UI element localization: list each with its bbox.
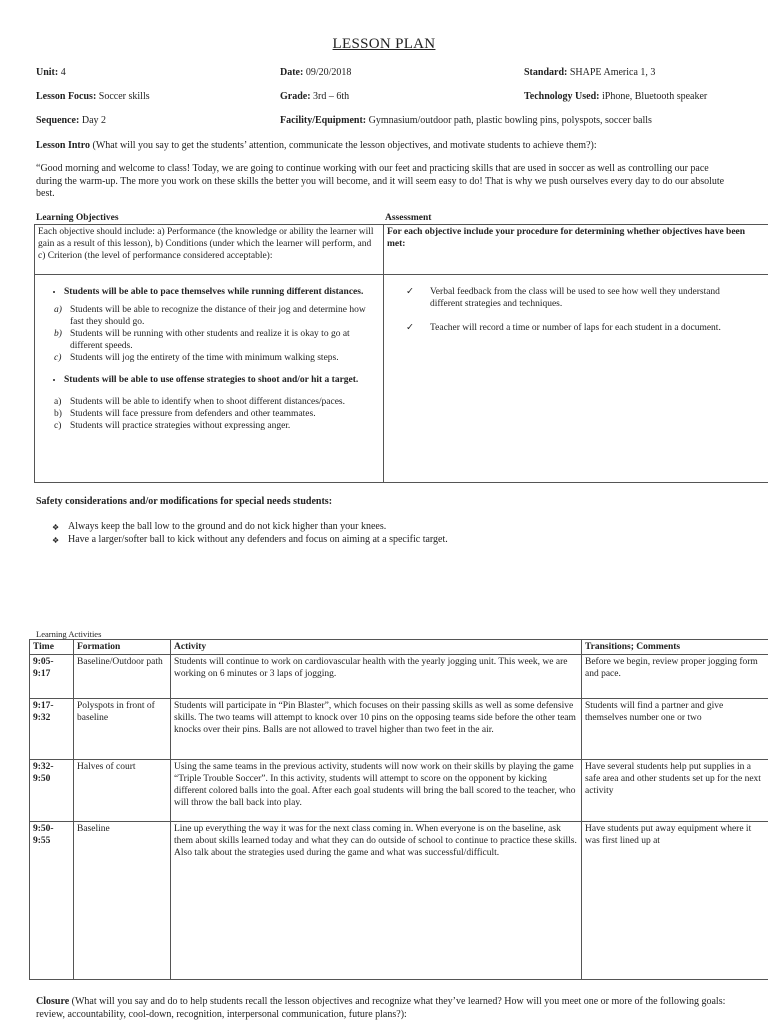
comment-cell: Before we begin, review proper jogging form and pace. [582, 655, 768, 699]
list-marker: c) [54, 353, 62, 363]
technology-label: Technology Used: [524, 91, 600, 102]
intro-question: (What will you say to get the students’ attention, communicate the lesson objectives, and motivate students to achieve them?): [92, 140, 597, 151]
list-marker: b) [54, 409, 62, 419]
grade-field [280, 91, 349, 102]
facility-value: Gymnasium/outdoor path, plastic bowling pins, polyspots, soccer balls [368, 115, 652, 126]
learning-activities-label: Learning Activities [36, 629, 102, 639]
table-row [30, 655, 768, 699]
column-header-time: Time [30, 640, 74, 655]
time-cell: 9:17-9:32 [30, 699, 74, 760]
objectives-list-cell [35, 275, 384, 483]
grade-value: 3rd – 6th [313, 91, 350, 102]
standard-field [524, 67, 655, 78]
facility-label: Facility/Equipment: [280, 115, 367, 126]
assessment-list [390, 286, 728, 334]
technology-value: iPhone, Bluetooth speaker [601, 91, 708, 102]
assessment-item: ✓ Verbal feedback from the class will be used to see how well they understand different strategies and techniques. [420, 286, 728, 310]
activity-cell: Line up everything the way it was for the next class coming in. When everyone is on the baseline, ask them about skills learned today and what they can do outside of school to continue to practice these skills. Also talk about the strategies used during the game and what was successful/difficult. [171, 822, 582, 980]
assessment-list-cell [384, 275, 768, 483]
table-row [30, 760, 768, 822]
table-row [30, 699, 768, 760]
date-field [280, 67, 351, 78]
learning-objectives-heading: Learning Objectives [36, 213, 119, 223]
table-header-row [30, 640, 768, 655]
activity-cell: Students will participate in “Pin Blaster”, which focuses on their passing skills as well as some defensive skills. The two teams will attempt to knock over 10 pins on the opposing teams side before the other team knocks over their pins. Balls are not allowed to travel higher than two feet in the air. [171, 699, 582, 760]
safety-item: ❖ Have a larger/softer ball to kick without any defenders and focus on aiming at a specific target. [52, 533, 448, 546]
focus-label: Lesson Focus: [36, 91, 97, 102]
table-row [30, 822, 768, 980]
date-value: 09/20/2018 [305, 67, 352, 78]
objective-instruction: Each objective should include: a) Performance (the knowledge or ability the learner will gain as a result of this lesson), b) Conditions (under which the learner will perform, and c) Criterion (the level of performance considered acceptable): [38, 227, 374, 261]
focus-value: Soccer skills [98, 91, 150, 102]
assessment-instruction-cell [384, 225, 768, 275]
sequence-label: Sequence: [36, 115, 80, 126]
unit-label: Unit: [36, 67, 59, 78]
safety-list [52, 520, 448, 546]
safety-heading: Safety considerations and/or modifications for special needs students: [36, 496, 333, 507]
lesson-intro-text: “Good morning and welcome to class! Today, we are going to continue working with our feet and practicing skills that are used in soccer as well as controlling our pace during the warm-up. The more you work on these skills the better you will become, and it will seem easy to do! That is why we push ourselves every day to do our absolute best. [36, 163, 725, 199]
comment-cell: Have students put away equipment where it was first lined up at [582, 822, 768, 980]
list-item [54, 408, 380, 420]
standard-value: SHAPE America 1, 3 [569, 67, 656, 78]
column-header-comments: Transitions; Comments [582, 640, 768, 655]
comment-cell: Have several students help put supplies in a safe area and other students set up for the next activity [582, 760, 768, 822]
objective-goal-list-1 [38, 286, 380, 298]
lesson-intro-prompt [36, 140, 736, 151]
list-item [54, 420, 380, 432]
formation-cell: Polyspots in front of baseline [74, 699, 171, 760]
activity-cell: Students will continue to work on cardiovascular health with the yearly jogging unit. This week, we are working on 6 minutes or 3 laps of jogging. [171, 655, 582, 699]
closure-label: Closure [36, 996, 70, 1007]
list-item [54, 396, 380, 408]
list-marker: c) [54, 421, 62, 431]
list-item [54, 352, 380, 364]
date-label: Date: [280, 67, 304, 78]
closure-prompt [36, 996, 736, 1021]
assessment-instruction: For each objective include your procedure for determining whether objectives have been met: [387, 227, 746, 249]
technology-field [524, 91, 707, 102]
sequence-value: Day 2 [81, 115, 107, 126]
safety-item: ❖ Always keep the ball low to the ground and do not kick higher than your knees. [52, 520, 448, 533]
time-cell: 9:32-9:50 [30, 760, 74, 822]
formation-cell: Halves of court [74, 760, 171, 822]
objective-goal-2: • Students will be able to use offense strategies to shoot and/or hit a target. [64, 374, 380, 386]
assessment-item: ✓ Teacher will record a time or number of laps for each student in a document. [420, 322, 728, 334]
column-header-activity: Activity [171, 640, 582, 655]
closure-text: (What will you say and do to help students recall the lesson objectives and recognize what they’ve learned? How will you meet one or more of the following goals: review, accountability, cool-down, recognition, interpersonal communication, future plans?): [36, 996, 726, 1020]
list-marker: b) [54, 329, 62, 339]
list-item-text: Students will practice strategies without expressing anger. [70, 421, 291, 431]
facility-field [280, 115, 652, 126]
intro-label: Lesson Intro [36, 140, 90, 151]
time-cell: 9:05-9:17 [30, 655, 74, 699]
list-marker: a) [54, 305, 62, 315]
list-marker: a) [54, 397, 62, 407]
objectives-table [34, 224, 768, 483]
objective-goal-1: • Students will be able to pace themselves while running different distances. [64, 286, 380, 298]
page-title: LESSON PLAN [332, 36, 436, 52]
activities-table [29, 639, 768, 980]
sequence-field [36, 115, 106, 126]
focus-field [36, 91, 150, 102]
objective-instruction-cell [35, 225, 384, 275]
objective-goal-1-items [38, 304, 380, 364]
list-item-text: Students will be able to recognize the distance of their jog and determine how fast they should go. [70, 305, 366, 327]
list-item-text: Students will jog the entirety of the time with minimum walking steps. [70, 353, 339, 363]
grade-label: Grade: [280, 91, 311, 102]
unit-field [36, 67, 66, 78]
column-header-formation: Formation [74, 640, 171, 655]
objective-goal-list-2 [38, 374, 380, 386]
activity-cell: Using the same teams in the previous activity, students will now work on their skills by playing the game “Triple Trouble Soccer”. In this activity, students will attempt to score on the opponent by kicking different colored balls into the goal. After each goal students will bring the ball scored to the teacher, who will throw the ball back into play. [171, 760, 582, 822]
list-item-text: Students will be able to identify when to shoot different distances/paces. [70, 397, 345, 407]
formation-cell: Baseline/Outdoor path [74, 655, 171, 699]
objective-goal-2-items [38, 396, 380, 432]
list-item-text: Students will face pressure from defenders and other teammates. [70, 409, 316, 419]
comment-cell: Students will find a partner and give themselves number one or two [582, 699, 768, 760]
list-item-text: Students will be running with other students and realize it is okay to go at different speeds. [70, 329, 350, 351]
list-item [54, 328, 380, 352]
formation-cell: Baseline [74, 822, 171, 980]
assessment-heading: Assessment [385, 213, 432, 223]
unit-value: 4 [60, 67, 66, 78]
list-item [54, 304, 380, 328]
standard-label: Standard: [524, 67, 568, 78]
time-cell: 9:50-9:55 [30, 822, 74, 980]
